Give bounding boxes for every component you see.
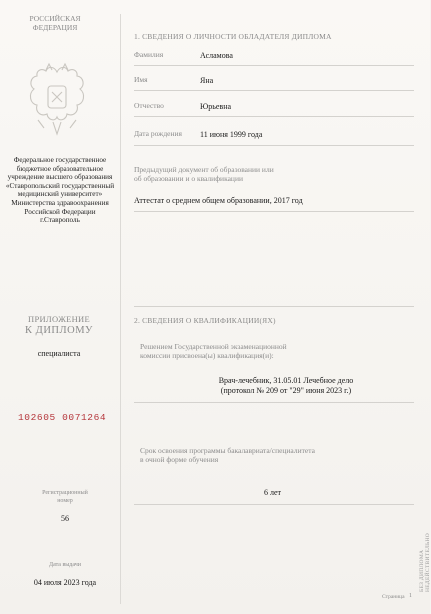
dob-label: Дата рождения [134,129,182,138]
degree-level: специалиста [37,349,81,358]
appendix-title: ПРИЛОЖЕНИЕ К ДИПЛОМУ [25,314,93,336]
name-label: Имя [134,75,148,84]
section-divider [134,306,414,307]
study-term-label: Срок освоения программы бакалавриата/специалитета в очной форме обучения [140,446,315,464]
study-term-rule [134,504,414,505]
patronymic-label: Отчество [134,101,164,110]
dob-rule [134,145,414,146]
coat-of-arms-icon [24,62,90,140]
study-term-value: 6 лет [264,488,282,497]
qualification-rule [134,402,414,403]
column-divider [120,14,121,604]
surname-value: Асламова [200,51,233,60]
institution-name: Федеральное государственное бюджетное образовательное учреждение высшего образования «Ставропольский государственный медицинский университет» Министерства здравоохранения Российской Федерации г.Ставрополь [5,156,115,225]
registration-number: 56 [61,514,69,523]
qualification: Врач-лечебник, 31.05.01 Лечебное дело (протокол № 209 от "29" июня 2023 г.) [218,376,354,395]
prev-doc-rule [134,211,414,212]
patronymic-value: Юрьевна [200,102,232,111]
surname-label: Фамилия [134,50,164,59]
page-number: 1 [409,593,412,599]
validity-side-note: БЕЗ ДИПЛОМА НЕДЕЙСТВИТЕЛЬНО [419,532,431,592]
dob-value: 11 июня 1999 года [200,130,263,139]
page-label: Страница [382,594,405,600]
patronymic-rule [134,116,414,117]
prev-doc-value: Аттестат о среднем общем образовании, 2017 год [134,196,303,205]
section2-title: 2. СВЕДЕНИЯ О КВАЛИФИКАЦИИ(ЯХ) [134,316,276,325]
registration-label: Регистрационный номер [42,490,88,504]
name-value: Яна [200,76,214,85]
issue-date: 04 июля 2023 года [33,578,97,587]
surname-rule [134,65,414,66]
serial-number: 102605 0071264 [18,412,107,423]
issue-date-label: Дата выдачи [48,562,82,568]
name-rule [134,90,414,91]
section1-title: 1. СВЕДЕНИЯ О ЛИЧНОСТИ ОБЛАДАТЕЛЯ ДИПЛОМА [134,32,332,41]
commission-text: Решением Государственной экзаменационной комиссии присвоена(ы) квалификация(и): [140,342,287,360]
prev-doc-label: Предыдущий документ об образовании или об образовании и о квалификации [134,165,274,183]
country-name: РОССИЙСКАЯ ФЕДЕРАЦИЯ [29,14,81,32]
